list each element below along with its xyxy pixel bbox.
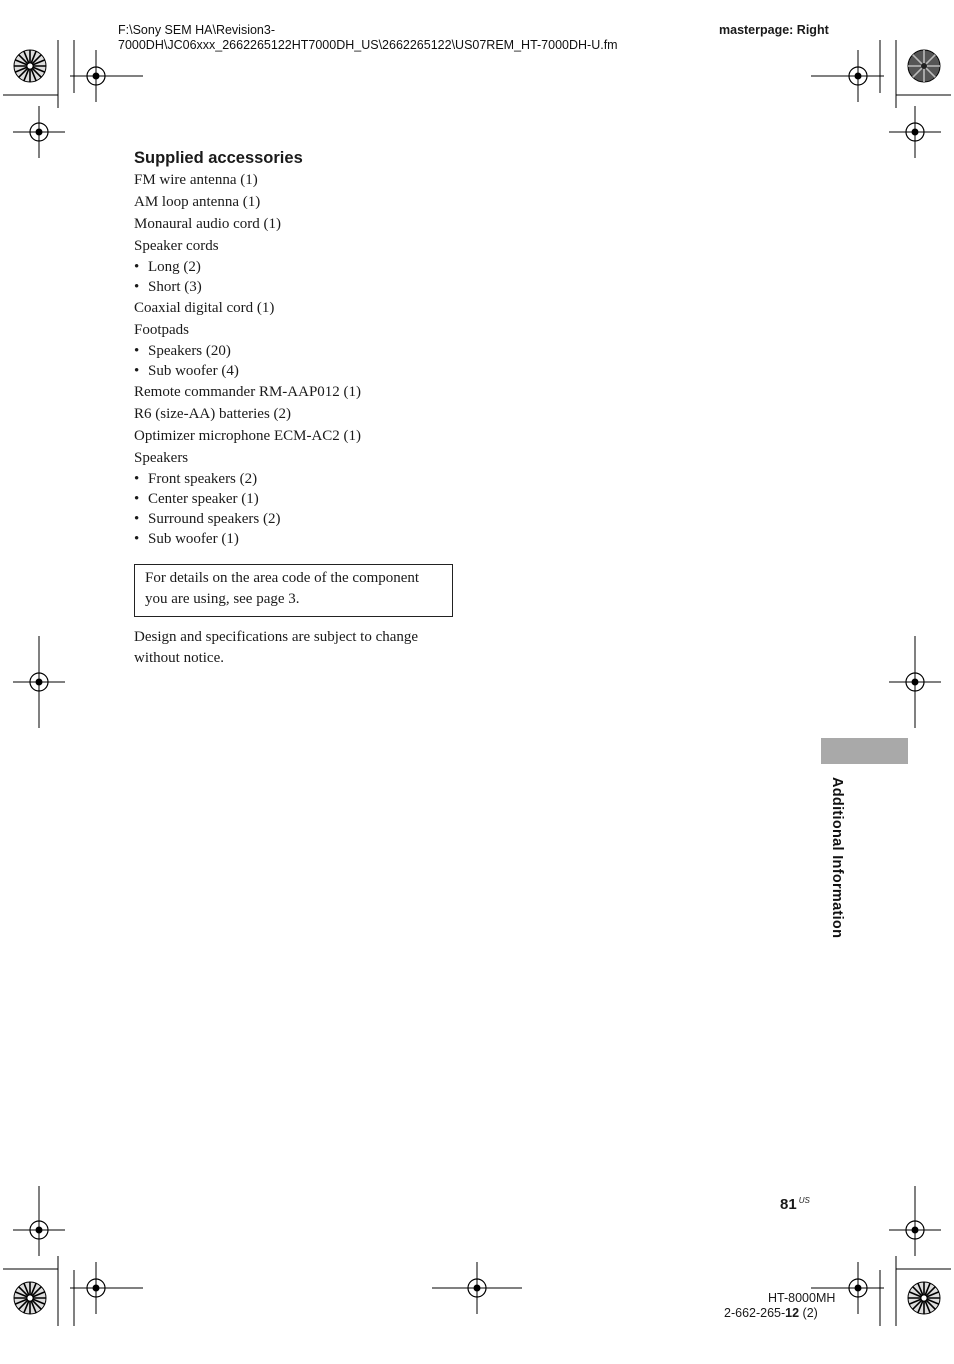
list-item: Remote commander RM-AAP012 (1)	[134, 384, 362, 400]
list-item: Footpads	[134, 322, 190, 338]
page-number-value: 81	[780, 1196, 797, 1213]
model-number: HT-8000MH	[768, 1291, 836, 1305]
doc-code-suffix: (2)	[799, 1306, 818, 1320]
document-code	[724, 1306, 818, 1321]
section-tab	[821, 738, 908, 764]
bullet-item: • Sub woofer (1)	[134, 529, 464, 549]
page-number-suffix: US	[798, 1196, 810, 1205]
design-note: Design and specifications are subject to change without notice.	[134, 629, 419, 666]
bullet-item: • Center speaker (1)	[134, 489, 464, 509]
page-number	[780, 1196, 810, 1213]
list-item: Speaker cords	[134, 238, 219, 254]
file-path-line-2: 7000DH\JC06xxx_2662265122HT7000DH_US\2662265122\US07REM_HT-7000DH-U.fm	[118, 38, 618, 52]
bullet-item: • Front speakers (2)	[134, 469, 464, 489]
bullet-item: • Long (2)	[134, 257, 464, 277]
masterpage-label: masterpage: Right	[719, 23, 829, 37]
list-item: Coaxial digital cord (1)	[134, 300, 275, 316]
area-code-note-box: For details on the area code of the component you are using, see page 3.	[134, 564, 453, 617]
list-item: Monaural audio cord (1)	[134, 216, 282, 232]
bullet-item: • Short (3)	[134, 277, 464, 297]
doc-code-revision: 12	[785, 1306, 800, 1320]
file-path	[118, 23, 698, 53]
supplied-accessories-section	[134, 148, 464, 549]
bullet-item: • Surround speakers (2)	[134, 509, 464, 529]
bullet-item: • Speakers (20)	[134, 341, 464, 361]
bullet-item: • Sub woofer (4)	[134, 361, 464, 381]
section-heading: Supplied accessories	[134, 149, 303, 167]
list-item: FM wire antenna (1)	[134, 172, 258, 188]
list-item: AM loop antenna (1)	[134, 194, 261, 210]
doc-code-prefix: 2-662-265-	[724, 1306, 786, 1320]
list-item: R6 (size-AA) batteries (2)	[134, 406, 292, 422]
section-tab-label: Additional Information	[829, 777, 845, 939]
file-path-line-1: F:\Sony SEM HA\Revision3-	[118, 23, 275, 37]
list-item: Speakers	[134, 450, 189, 466]
list-item: Optimizer microphone ECM-AC2 (1)	[134, 428, 362, 444]
